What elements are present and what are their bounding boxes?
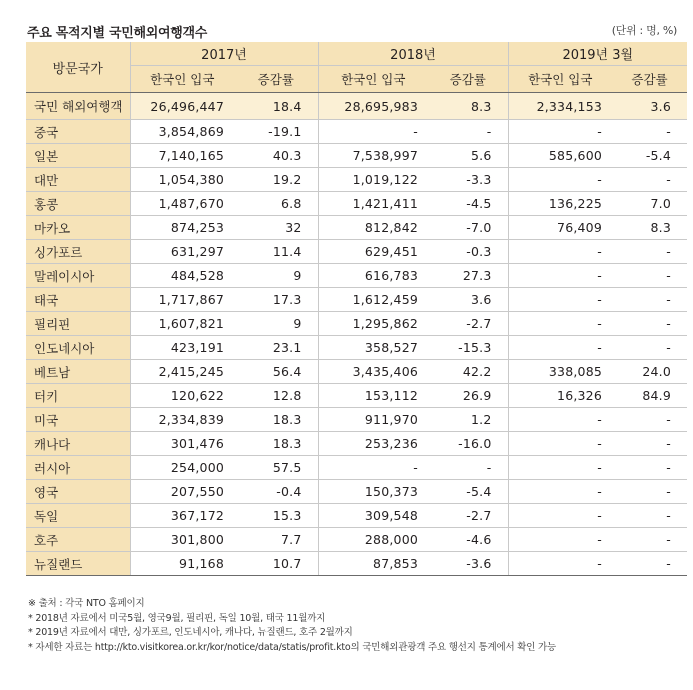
table-row bbox=[26, 480, 687, 504]
row-country-name: 독일 bbox=[26, 504, 130, 528]
cell-change-2018: -5.4 bbox=[428, 480, 508, 504]
cell-change-2018: -0.3 bbox=[428, 240, 508, 264]
cell-entries-2019: - bbox=[508, 240, 612, 264]
cell-change-2019: - bbox=[612, 456, 687, 480]
cell-entries-2019: - bbox=[508, 456, 612, 480]
cell-change-2018: - bbox=[428, 456, 508, 480]
cell-change-2018: - bbox=[428, 120, 508, 144]
cell-change-2018: -4.6 bbox=[428, 528, 508, 552]
row-country-name: 태국 bbox=[26, 288, 130, 312]
row-country-name: 호주 bbox=[26, 528, 130, 552]
row-country-name: 일본 bbox=[26, 144, 130, 168]
cell-entries-2018: - bbox=[318, 120, 428, 144]
page-title: 주요 목적지별 국민해외여행객수 bbox=[27, 26, 208, 41]
table-row bbox=[26, 336, 687, 360]
cell-change-2018: 8.3 bbox=[428, 93, 508, 120]
table-row bbox=[26, 528, 687, 552]
row-country-name: 영국 bbox=[26, 480, 130, 504]
cell-change-2017: 17.3 bbox=[234, 288, 318, 312]
row-country-name: 국민 해외여행객 bbox=[26, 93, 130, 120]
table-row bbox=[26, 120, 687, 144]
table-row bbox=[26, 384, 687, 408]
cell-entries-2019: 16,326 bbox=[508, 384, 612, 408]
cell-change-2019: 3.6 bbox=[612, 93, 687, 120]
cell-change-2019: - bbox=[612, 168, 687, 192]
table-row bbox=[26, 144, 687, 168]
cell-entries-2017: 301,800 bbox=[130, 528, 234, 552]
cell-change-2017: 9 bbox=[234, 312, 318, 336]
cell-entries-2019: - bbox=[508, 504, 612, 528]
cell-change-2019: -5.4 bbox=[612, 144, 687, 168]
cell-entries-2019: 2,334,153 bbox=[508, 93, 612, 120]
cell-change-2019: - bbox=[612, 504, 687, 528]
row-country-name: 뉴질랜드 bbox=[26, 552, 130, 576]
table-row bbox=[26, 264, 687, 288]
cell-entries-2019: - bbox=[508, 480, 612, 504]
cell-change-2018: 3.6 bbox=[428, 288, 508, 312]
cell-change-2018: -4.5 bbox=[428, 192, 508, 216]
cell-entries-2019: 338,085 bbox=[508, 360, 612, 384]
cell-entries-2018: 253,236 bbox=[318, 432, 428, 456]
cell-entries-2018: 1,019,122 bbox=[318, 168, 428, 192]
row-country-name: 대만 bbox=[26, 168, 130, 192]
cell-change-2018: -2.7 bbox=[428, 312, 508, 336]
cell-change-2018: 27.3 bbox=[428, 264, 508, 288]
cell-change-2017: -19.1 bbox=[234, 120, 318, 144]
cell-entries-2019: 136,225 bbox=[508, 192, 612, 216]
row-country-name: 캐나다 bbox=[26, 432, 130, 456]
cell-entries-2017: 26,496,447 bbox=[130, 93, 234, 120]
cell-change-2019: - bbox=[612, 480, 687, 504]
cell-entries-2018: 629,451 bbox=[318, 240, 428, 264]
cell-change-2018: 42.2 bbox=[428, 360, 508, 384]
cell-change-2017: 10.7 bbox=[234, 552, 318, 576]
cell-entries-2018: 150,373 bbox=[318, 480, 428, 504]
cell-entries-2017: 2,334,839 bbox=[130, 408, 234, 432]
cell-entries-2019: 76,409 bbox=[508, 216, 612, 240]
footnote-2018: * 2018년 자료에서 미국5월, 영국9월, 필리핀, 독일 10월, 태국 11월까지 bbox=[28, 612, 326, 624]
cell-change-2017: 7.7 bbox=[234, 528, 318, 552]
cell-change-2017: 6.8 bbox=[234, 192, 318, 216]
cell-entries-2017: 367,172 bbox=[130, 504, 234, 528]
cell-entries-2017: 301,476 bbox=[130, 432, 234, 456]
cell-change-2019: - bbox=[612, 120, 687, 144]
table-row bbox=[26, 168, 687, 192]
cell-entries-2018: 911,970 bbox=[318, 408, 428, 432]
cell-entries-2017: 631,297 bbox=[130, 240, 234, 264]
cell-entries-2019: - bbox=[508, 168, 612, 192]
cell-change-2017: 57.5 bbox=[234, 456, 318, 480]
header-entries-2019: 한국인 입국 bbox=[508, 66, 612, 93]
table-row bbox=[26, 408, 687, 432]
travel-stats-table bbox=[26, 42, 687, 576]
cell-change-2019: - bbox=[612, 432, 687, 456]
table-row bbox=[26, 552, 687, 576]
row-country-name: 홍콩 bbox=[26, 192, 130, 216]
table-row bbox=[26, 240, 687, 264]
cell-change-2017: 11.4 bbox=[234, 240, 318, 264]
cell-change-2017: 9 bbox=[234, 264, 318, 288]
header-entries-2017: 한국인 입국 bbox=[130, 66, 234, 93]
cell-change-2019: - bbox=[612, 528, 687, 552]
cell-change-2017: 18.3 bbox=[234, 408, 318, 432]
cell-change-2018: -3.3 bbox=[428, 168, 508, 192]
row-country-name: 베트남 bbox=[26, 360, 130, 384]
cell-entries-2017: 3,854,869 bbox=[130, 120, 234, 144]
table-row bbox=[26, 312, 687, 336]
header-change-2017: 증감률 bbox=[234, 66, 318, 93]
cell-entries-2019: - bbox=[508, 288, 612, 312]
cell-change-2018: -2.7 bbox=[428, 504, 508, 528]
cell-entries-2017: 874,253 bbox=[130, 216, 234, 240]
header-change-2018: 증감률 bbox=[428, 66, 508, 93]
cell-change-2017: 18.3 bbox=[234, 432, 318, 456]
footnote-2019: * 2019년 자료에서 대만, 싱가포르, 인도네시아, 캐나다, 뉴질랜드, 호주 2월까지 bbox=[28, 627, 353, 638]
cell-entries-2019: - bbox=[508, 336, 612, 360]
cell-change-2019: - bbox=[612, 312, 687, 336]
cell-change-2018: -15.3 bbox=[428, 336, 508, 360]
cell-entries-2019: 585,600 bbox=[508, 144, 612, 168]
cell-entries-2018: 153,112 bbox=[318, 384, 428, 408]
table-row bbox=[26, 288, 687, 312]
cell-change-2019: - bbox=[612, 240, 687, 264]
cell-entries-2019: - bbox=[508, 432, 612, 456]
cell-change-2018: 5.6 bbox=[428, 144, 508, 168]
cell-change-2019: - bbox=[612, 552, 687, 576]
table-row-total bbox=[26, 93, 687, 120]
cell-change-2019: 84.9 bbox=[612, 384, 687, 408]
footnote-link: * 자세한 자료는 http://kto.visitkorea.or.kr/kor/notice/data/statis/profit.kto의 국민해외관광객 주요 행선지 통계에서 확인 가능 bbox=[28, 641, 556, 653]
cell-change-2019: - bbox=[612, 408, 687, 432]
row-country-name: 싱가포르 bbox=[26, 240, 130, 264]
row-country-name: 러시아 bbox=[26, 456, 130, 480]
cell-change-2017: 18.4 bbox=[234, 93, 318, 120]
cell-entries-2018: 288,000 bbox=[318, 528, 428, 552]
cell-change-2017: 56.4 bbox=[234, 360, 318, 384]
cell-entries-2018: 309,548 bbox=[318, 504, 428, 528]
row-country-name: 필리핀 bbox=[26, 312, 130, 336]
footnotes bbox=[28, 597, 556, 655]
row-country-name: 인도네시아 bbox=[26, 336, 130, 360]
cell-entries-2018: 358,527 bbox=[318, 336, 428, 360]
cell-entries-2017: 423,191 bbox=[130, 336, 234, 360]
cell-entries-2017: 91,168 bbox=[130, 552, 234, 576]
cell-change-2018: 26.9 bbox=[428, 384, 508, 408]
cell-entries-2017: 1,717,867 bbox=[130, 288, 234, 312]
cell-change-2018: 1.2 bbox=[428, 408, 508, 432]
cell-entries-2017: 1,054,380 bbox=[130, 168, 234, 192]
cell-change-2017: 23.1 bbox=[234, 336, 318, 360]
cell-entries-2018: 616,783 bbox=[318, 264, 428, 288]
table-row bbox=[26, 192, 687, 216]
cell-change-2019: - bbox=[612, 288, 687, 312]
cell-entries-2017: 1,607,821 bbox=[130, 312, 234, 336]
cell-entries-2017: 2,415,245 bbox=[130, 360, 234, 384]
row-country-name: 터키 bbox=[26, 384, 130, 408]
cell-change-2017: 19.2 bbox=[234, 168, 318, 192]
cell-entries-2018: 1,612,459 bbox=[318, 288, 428, 312]
row-country-name: 미국 bbox=[26, 408, 130, 432]
cell-entries-2018: 3,435,406 bbox=[318, 360, 428, 384]
cell-entries-2019: - bbox=[508, 312, 612, 336]
table-row bbox=[26, 504, 687, 528]
cell-change-2019: 24.0 bbox=[612, 360, 687, 384]
cell-change-2019: - bbox=[612, 336, 687, 360]
row-country-name: 중국 bbox=[26, 120, 130, 144]
cell-entries-2018: 87,853 bbox=[318, 552, 428, 576]
cell-change-2019: - bbox=[612, 264, 687, 288]
cell-entries-2019: - bbox=[508, 408, 612, 432]
cell-change-2017: 40.3 bbox=[234, 144, 318, 168]
header-year-2019-march: 2019년 3월 bbox=[508, 42, 687, 66]
cell-change-2018: -7.0 bbox=[428, 216, 508, 240]
table-row bbox=[26, 216, 687, 240]
cell-change-2017: 12.8 bbox=[234, 384, 318, 408]
cell-change-2017: -0.4 bbox=[234, 480, 318, 504]
cell-change-2017: 15.3 bbox=[234, 504, 318, 528]
cell-entries-2017: 120,622 bbox=[130, 384, 234, 408]
header-year-2018: 2018년 bbox=[318, 42, 508, 66]
cell-change-2018: -3.6 bbox=[428, 552, 508, 576]
cell-entries-2018: 1,295,862 bbox=[318, 312, 428, 336]
unit-label: (단위 : 명, %) bbox=[611, 24, 677, 37]
header-country: 방문국가 bbox=[26, 42, 130, 93]
row-country-name: 말레이시아 bbox=[26, 264, 130, 288]
header-year-2017: 2017년 bbox=[130, 42, 318, 66]
cell-entries-2017: 484,528 bbox=[130, 264, 234, 288]
cell-entries-2017: 254,000 bbox=[130, 456, 234, 480]
cell-entries-2019: - bbox=[508, 552, 612, 576]
cell-entries-2018: 7,538,997 bbox=[318, 144, 428, 168]
row-country-name: 마카오 bbox=[26, 216, 130, 240]
cell-change-2019: 7.0 bbox=[612, 192, 687, 216]
header-entries-2018: 한국인 입국 bbox=[318, 66, 428, 93]
cell-entries-2018: 812,842 bbox=[318, 216, 428, 240]
footnote-source: ※ 출처 : 각국 NTO 홈페이지 bbox=[28, 598, 145, 609]
header-change-2019: 증감률 bbox=[612, 66, 687, 93]
cell-entries-2019: - bbox=[508, 528, 612, 552]
cell-entries-2018: 28,695,983 bbox=[318, 93, 428, 120]
table-row bbox=[26, 432, 687, 456]
cell-entries-2017: 1,487,670 bbox=[130, 192, 234, 216]
cell-entries-2019: - bbox=[508, 120, 612, 144]
cell-change-2018: -16.0 bbox=[428, 432, 508, 456]
cell-entries-2017: 207,550 bbox=[130, 480, 234, 504]
table-row bbox=[26, 360, 687, 384]
cell-change-2017: 32 bbox=[234, 216, 318, 240]
cell-entries-2018: - bbox=[318, 456, 428, 480]
cell-entries-2017: 7,140,165 bbox=[130, 144, 234, 168]
cell-change-2019: 8.3 bbox=[612, 216, 687, 240]
cell-entries-2019: - bbox=[508, 264, 612, 288]
table-row bbox=[26, 456, 687, 480]
cell-entries-2018: 1,421,411 bbox=[318, 192, 428, 216]
